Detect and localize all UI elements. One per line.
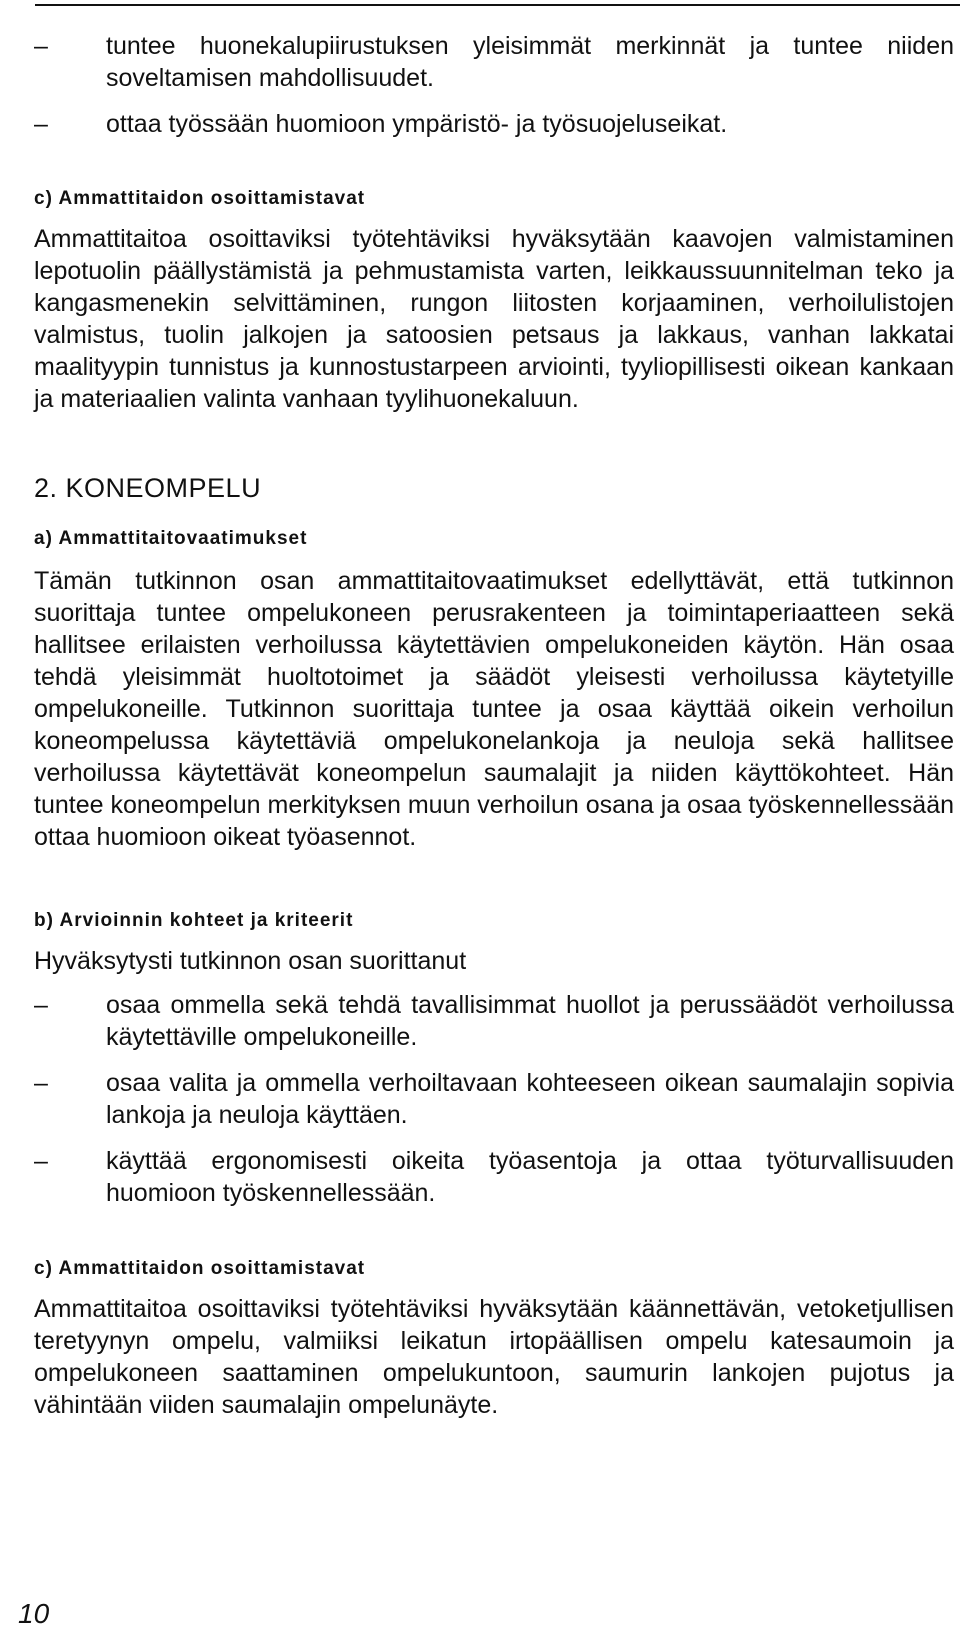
- document-page: [34, 30, 954, 1421]
- lead-text: Hyväksytysti tutkinnon osan suorittanut: [34, 947, 467, 975]
- section-title: 2. KONEOMPELU: [34, 473, 262, 503]
- top-rule: [35, 4, 960, 6]
- paragraph: Ammattitaitoa osoittaviksi työtehtäviksi hyväksytään käännettävän, vetoketjullisen teretyynyn ompelu, valmiiksi leikatun irtopäällisen ompelu katesaumoin ja ompelukoneen saattaminen ompelukuntoon, saumurin lankojen pujotus ja vähintään viiden saumalajin ompelunäyte.: [34, 1295, 954, 1419]
- dash-bullet: –: [34, 1147, 48, 1175]
- paragraph: Tämän tutkinnon osan ammattitaitovaatimukset edellyttävät, että tutkinnon suorittaja tuntee ompelukoneen perusrakenteen ja toimintaperiaatteen sekä hallitsee erilaisten verhoilussa käytettävien ompelukoneiden käytön. Hän osaa tehdä yleisimmät huoltotoimet ja säädöt yleisesti verhoilussa käytetyille ompelukoneille. Tutkinnon suorittaja tuntee ja osaa käyttää oikein verhoilun koneompelussa käytettäviä ompelukonelankoja ja neuloja sekä hallitsee verhoilussa käytettävät koneompelun saumalajit ja niiden käyttökohteet. Hän tuntee koneompelun merkityksen muun verhoilun osana ja osaa työskennellessään ottaa huomioon oikeat työasennot.: [34, 567, 955, 851]
- list-item: [34, 989, 954, 1053]
- list-item-text: käyttää ergonomisesti oikeita työasentoja ja ottaa työturvallisuuden huomioon työskennellessään.: [106, 1147, 954, 1207]
- section-heading: c) Ammattitaidon osoittamistavat: [34, 1258, 366, 1279]
- dash-bullet: –: [34, 110, 48, 138]
- list-item-text: osaa valita ja ommella verhoiltavaan kohteeseen oikean saumalajin sopivia lankoja ja neuloja käyttäen.: [106, 1069, 954, 1129]
- list-item: [34, 108, 954, 140]
- list-item: [34, 1067, 954, 1131]
- list-item-text: ottaa työssään huomioon ympäristö- ja työsuojeluseikat.: [106, 110, 728, 138]
- dash-bullet: –: [34, 991, 48, 1019]
- list-item: [34, 1145, 954, 1209]
- criteria-bullet-list: [34, 989, 954, 1209]
- section-heading: b) Arvioinnin kohteet ja kriteerit: [34, 910, 354, 931]
- dash-bullet: –: [34, 32, 48, 60]
- list-item-text: tuntee huonekalupiirustuksen yleisimmät merkinnät ja tuntee niiden soveltamisen mahdollisuudet.: [106, 32, 954, 92]
- section-heading: a) Ammattitaitovaatimukset: [34, 528, 308, 549]
- list-item: [34, 30, 954, 94]
- list-item-text: osaa ommella sekä tehdä tavallisimmat huollot ja perussäädöt verhoilussa käytettäville ompelukoneille.: [106, 991, 954, 1051]
- top-bullet-list: [34, 30, 954, 140]
- paragraph: Ammattitaitoa osoittaviksi työtehtäviksi hyväksytään kaavojen valmistaminen lepotuolin päällystämistä ja pehmustamista varten, leikkaussuunnitelman teko ja kangasmenekin selvittäminen, rungon liitosten korjaaminen, verhoilulistojen valmistus, tuolin jalkojen ja satoosien petsaus ja lakkaus, vanhan lakkatai maalityypin tunnistus ja kunnostustarpeen arviointi, tyyliopillisesti oikean kankaan ja materiaalien valinta vanhaan tyylihuonekaluun.: [34, 225, 954, 413]
- section-heading: c) Ammattitaidon osoittamistavat: [34, 188, 366, 209]
- dash-bullet: –: [34, 1069, 48, 1097]
- page-number: 10: [18, 1598, 50, 1629]
